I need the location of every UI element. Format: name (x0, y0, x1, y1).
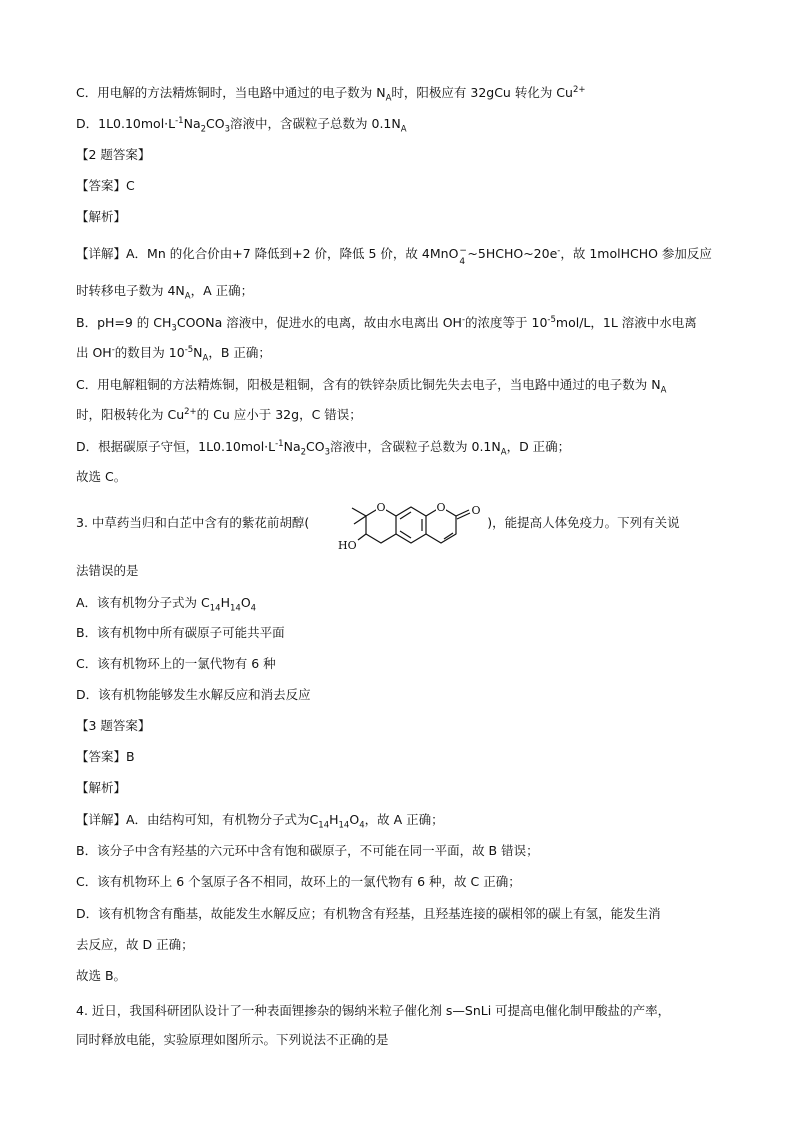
q3-option-a: A．该有机物分子式为 $C_{14}H_{14}O_4$ (76, 595, 257, 614)
q3-option-b: B．该有机物中所有碳原子可能共平面 (76, 625, 285, 640)
q2-detail-c-line1: C．用电解粗铜的方法精炼铜，阳极是粗铜，含有的铁锌杂质比铜先失去电子，当电路中通过的电子数为 $N_A$ (76, 377, 667, 396)
molecule-structure-image (336, 500, 514, 558)
q3-detail-d-line1: D．该有机物含有酯基，故能发生水解反应；有机物含有羟基，且羟基连接的碳相邻的碳上有氢，能发生消 (76, 906, 661, 921)
q3-detail-d-line2: 去反应，故 D 正确； (76, 937, 194, 952)
q2-detail-c-line2: 时，阳极转化为 $Cu^{2+}$的 Cu 应小于 32g，C 错误； (76, 406, 362, 422)
q3-answer-header: 【3 题答案】 (76, 718, 151, 733)
ring-oxygen-c: O (436, 501, 446, 514)
q2-detail-a-line2: 时转移电子数为 $4N_A$，A 正确； (76, 283, 254, 302)
q3-stem-line2: 法错误的是 (76, 563, 139, 578)
ring-oxygen-a: O (376, 501, 386, 514)
q3-option-d: D．该有机物能够发生水解反应和消去反应 (76, 687, 311, 702)
q2-answer: 【答案】C (76, 178, 135, 193)
q2-option-d: D．$1L0.10mol\cdot L^{-1}Na_2CO_3$溶液中，含碳粒子总数为 $0.1N_A$ (76, 115, 407, 135)
q3-analysis-label: 【解析】 (76, 780, 127, 795)
q2-conclusion: 故选 C。 (76, 469, 127, 484)
q3-conclusion: 故选 B。 (76, 968, 127, 983)
q3-detail-c: C．该有机物环上 6 个氢原子各不相同，故环上的一氯代物有 6 种，故 C 正确； (76, 874, 521, 889)
q2-answer-header: 【2 题答案】 (76, 147, 151, 162)
q2-detail-d: D．根据碳原子守恒，$1L0.10mol\cdot L^{-1}Na_2CO_3$溶液中，含碳粒子总数为 $0.1N_A$，D 正确； (76, 438, 571, 458)
carbonyl-oxygen: O (471, 504, 481, 517)
q2-detail-b-line1: B．pH=9 的 $CH_3COONa$ 溶液中，促进水的电离，故由水电离出 OH-的浓度等于 $10^{-5}mol/L$，1L 溶液中水电离 (76, 314, 697, 334)
columbianetin-structure (336, 500, 514, 558)
q2-detail-a-line1: 【详解】A．Mn 的化合价由+7 降低到+2 价，降低 5 价，故 4MnO − 4 ~5HCHO~20e-，故 1molHCHO 参加反应 (76, 245, 712, 267)
hydroxyl-label: HO (338, 539, 357, 552)
q3-detail-a: 【详解】A．由结构可知，有机物分子式为$C_{14}H_{14}O_4$，故 A 正确； (76, 812, 444, 831)
q3-detail-b: B．该分子中含有羟基的六元环中含有饱和碳原子，不可能在同一平面，故 B 错误； (76, 843, 539, 858)
q4-stem-line2: 同时释放电能，实验原理如图所示。下列说法不正确的是 (76, 1032, 389, 1047)
q2-option-c: C．用电解的方法精炼铜时，当电路中通过的电子数为 $N_A$时，阳极应有 32gCu 转化为 $Cu^{2+}$ (76, 84, 586, 104)
q2-analysis-label: 【解析】 (76, 209, 127, 224)
q3-answer: 【答案】B (76, 749, 135, 764)
q2-detail-b-line2: 出 OH-的数目为 $10^{-5}N_A$，B 正确； (76, 344, 271, 364)
q3-stem-line1: 3. 中草药当归和白芷中含有的紫花前胡醇( )，能提高人体免疫力。下列有关说 (76, 515, 680, 530)
q3-option-c: C．该有机物环上的一氯代物有 6 种 (76, 656, 276, 671)
mno4-charge: − 4 (459, 246, 467, 267)
q4-stem-line1: 4. 近日，我国科研团队设计了一种表面锂掺杂的锡纳米粒子催化剂 s—SnLi 可提高电催化制甲酸盐的产率， (76, 1003, 671, 1018)
